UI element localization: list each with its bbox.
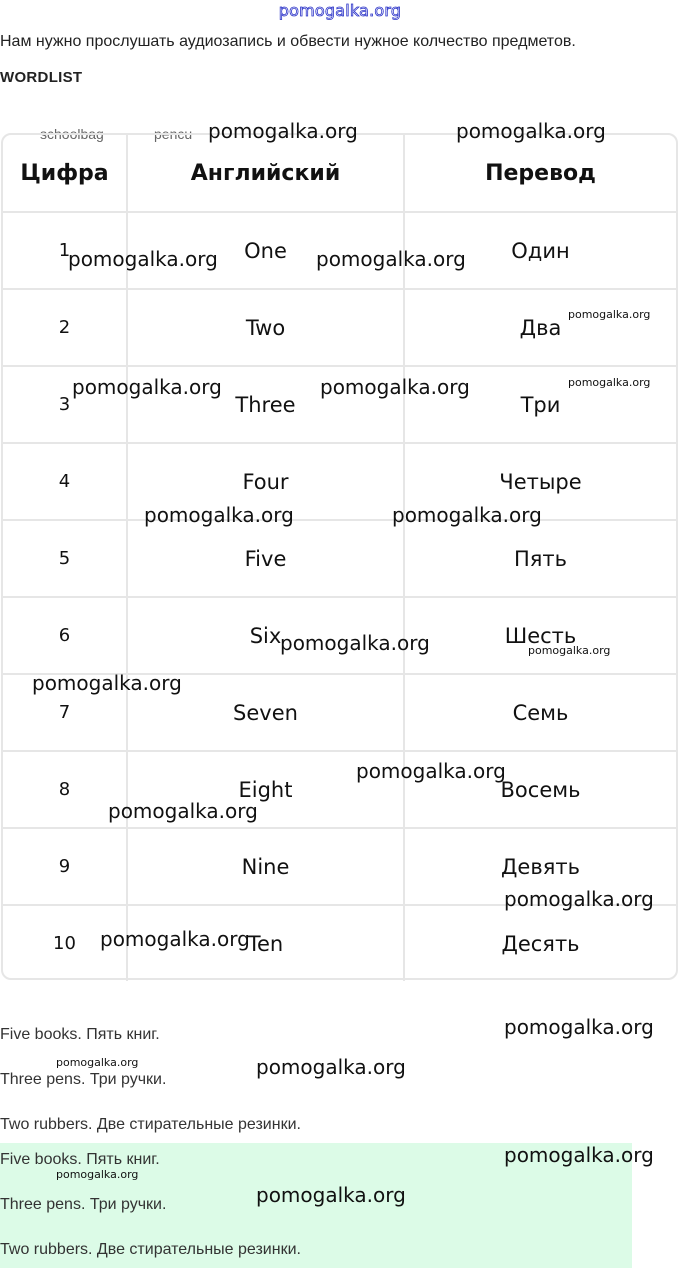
cell-english: Five [127,520,404,597]
cell-russian: Восемь [404,751,676,828]
watermark: pomogalka.org [56,1056,139,1069]
table-header-row [3,135,676,212]
answer-line: Five books. Пять книг. [0,1151,160,1168]
sentence-line: Five books. Пять книг. [0,1026,160,1043]
header-digit: Цифра [3,135,127,212]
cell-english: Eight [127,751,404,828]
cell-russian: Два [404,289,676,366]
cell-number: 8 [3,751,127,828]
wordlist-heading: WORDLIST [0,69,83,86]
watermark: pomogalka.org [256,1183,406,1207]
cell-english: Six [127,597,404,674]
cell-russian: Семь [404,674,676,751]
answer-line: Two rubbers. Две стирательные резинки. [0,1241,301,1258]
table-row [3,443,676,520]
watermark: pomogalka.org [392,503,542,527]
cell-number: 1 [3,212,127,289]
watermark: pomogalka.org [356,759,506,783]
header-english: Английский [127,135,404,212]
cell-russian: Десять [404,905,676,981]
cell-number: 10 [3,905,127,981]
cell-english: Nine [127,828,404,905]
cell-russian: Один [404,212,676,289]
sentence-line: Three pens. Три ручки. [0,1071,167,1088]
cell-russian: Пять [404,520,676,597]
watermark: pomogalka.org [108,799,258,823]
cell-russian: Девять [404,828,676,905]
watermark: pomogalka.org [32,671,182,695]
watermark: pomogalka.org [568,376,651,389]
watermark: pomogalka.org [504,887,654,911]
watermark: pomogalka.org [208,119,358,143]
cell-english: Ten [127,905,404,981]
watermark: pomogalka.org [72,375,222,399]
cell-english: Three [127,366,404,443]
cell-english: Four [127,443,404,520]
cell-russian: Три [404,366,676,443]
cell-russian: Четыре [404,443,676,520]
watermark: pomogalka.org [568,308,651,321]
cell-english: Two [127,289,404,366]
watermark: pomogalka.org [320,375,470,399]
cell-number: 2 [3,289,127,366]
table-row [3,289,676,366]
intro-text: Нам нужно прослушать аудиозапись и обвести нужное колчество предметов. [0,33,576,50]
cell-number: 7 [3,674,127,751]
watermark: pomogalka.org [68,247,218,271]
table-row [3,520,676,597]
cell-number: 6 [3,597,127,674]
watermark: pomogalka.org [100,927,250,951]
sentence-line: Two rubbers. Две стирательные резинки. [0,1116,301,1133]
watermark: pomogalka.org [256,1055,406,1079]
cell-english: Seven [127,674,404,751]
watermark: pomogalka.org [56,1168,139,1181]
header-translation: Перевод [404,135,676,212]
table-row [3,751,676,828]
cell-number: 3 [3,366,127,443]
cell-number: 5 [3,520,127,597]
watermark: pomogalka.org [316,247,466,271]
watermark: pomogalka.org [504,1143,654,1167]
cell-russian: Шесть [404,597,676,674]
watermark: pomogalka.org [504,1015,654,1039]
watermark: pomogalka.org [280,631,430,655]
cell-number: 4 [3,443,127,520]
cell-english: One [127,212,404,289]
ghost-word: schoolbag [40,126,104,142]
answer-line: Three pens. Три ручки. [0,1196,167,1213]
watermark: pomogalka.org [528,644,611,657]
ghost-word: pencu [154,126,193,142]
watermark: pomogalka.org [456,119,606,143]
site-link[interactable]: pomogalka.org [278,1,402,20]
watermark: pomogalka.org [144,503,294,527]
cell-number: 9 [3,828,127,905]
